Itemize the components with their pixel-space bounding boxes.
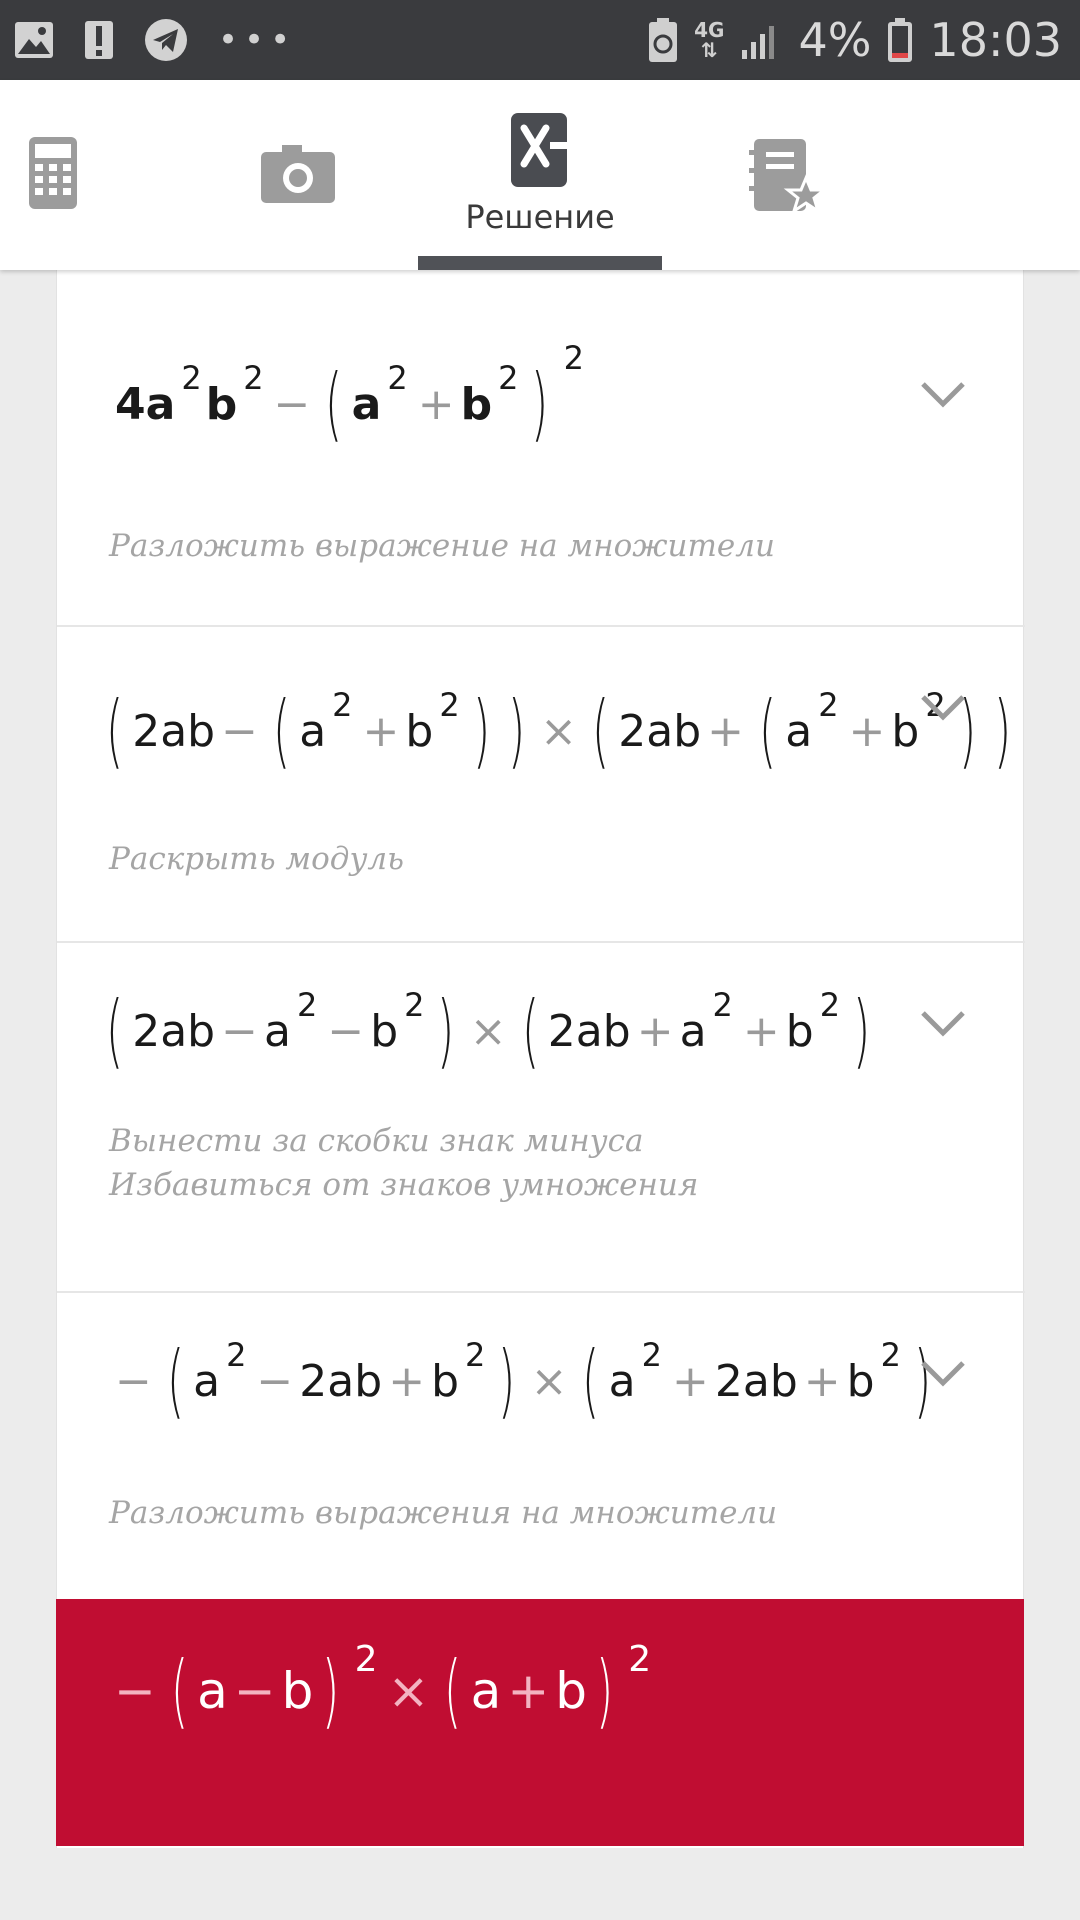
telegram-icon [144, 18, 188, 62]
status-bar-notifications [14, 14, 296, 66]
solution-step-2[interactable] [57, 627, 1025, 943]
chevron-down-icon[interactable] [919, 1359, 967, 1389]
solution-x-icon [510, 112, 576, 188]
solution-step-3[interactable] [57, 943, 1025, 1293]
step-4-expression: − ( a $^2$ − 2ab + b $^2$ ) × ( a $^2$ + 2ab + b $^2$ ) [115, 1334, 932, 1427]
step-3-hint-1: Вынести за скобки знак минуса [109, 1123, 644, 1159]
tab-solution-label: Решение [465, 198, 615, 236]
step-1-hint: Разложить выражение на множители [109, 528, 775, 564]
battery-percent: 4% [798, 13, 872, 67]
solution-step-1[interactable] [57, 270, 1025, 627]
chevron-down-icon[interactable] [919, 693, 967, 723]
step-2-expression: ( 2ab − ( a $^2$ + b $^2$ ) ) × ( 2ab + ( a $^2$ + b $^2$ ) ) [106, 684, 1012, 777]
signal-icon [740, 20, 782, 60]
tab-bar [0, 80, 1080, 270]
notebook-star-icon [748, 138, 828, 214]
step-2-hint: Раскрыть модуль [109, 841, 405, 877]
active-tab-indicator [418, 256, 662, 270]
gallery-icon [14, 21, 54, 59]
step-3-hint-2: Избавиться от знаков умножения [109, 1167, 699, 1203]
result-expression: − ( a − b ) $^2$ × ( a + b ) $^2$ [114, 1638, 652, 1737]
tab-history[interactable] [720, 80, 860, 270]
network-4g-icon: 4G ⇅ [694, 18, 725, 62]
tab-calculator[interactable] [0, 80, 110, 270]
tab-camera[interactable] [240, 80, 360, 270]
clock: 18:03 [929, 13, 1062, 67]
tab-solution[interactable] [418, 80, 662, 270]
more-notifications-indicator: ••• [218, 20, 297, 60]
alert-icon [84, 20, 114, 60]
step-1-expression: 4 a $^2$ b $^2$ − ( a $^2$ + b $^2$ ) $^2$ [115, 339, 585, 450]
calculator-icon [28, 136, 78, 210]
step-3-expression: ( 2ab − a $^2$ − b $^2$ ) × ( 2ab + a $^2$ + b $^2$ ) [106, 984, 871, 1077]
solution-step-4[interactable] [57, 1293, 1025, 1599]
step-4-hint: Разложить выражения на множители [109, 1495, 778, 1531]
battery-saver-icon [648, 17, 678, 63]
chevron-down-icon[interactable] [919, 1009, 967, 1039]
status-bar-system [648, 10, 1062, 70]
final-result [56, 1599, 1024, 1846]
status-bar [0, 0, 1080, 80]
chevron-down-icon[interactable] [919, 380, 967, 410]
battery-low-icon [887, 17, 913, 63]
camera-icon [260, 144, 336, 204]
